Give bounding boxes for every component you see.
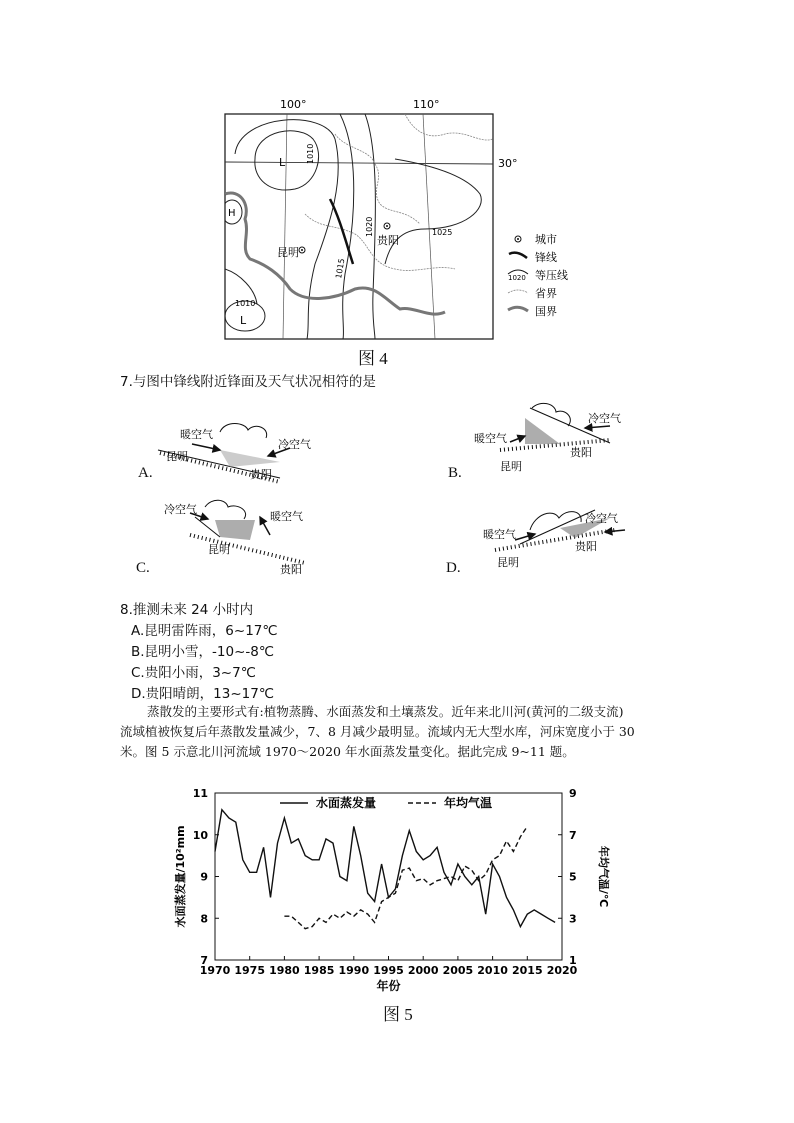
evaporation-chart <box>170 775 610 1005</box>
x-tick-label: 1995 <box>373 964 404 977</box>
pressure-low2-label: L <box>240 314 247 327</box>
figure4 <box>195 94 595 344</box>
legend-isobar-value: 1020 <box>508 274 526 282</box>
kunming-label: 昆明 <box>166 450 188 463</box>
q7-letter-a[interactable]: A. <box>138 465 153 481</box>
y-left-tick-label: 7 <box>200 954 208 967</box>
city-guiyang-label: 贵阳 <box>377 234 399 247</box>
isobar-label: 1025 <box>432 228 453 237</box>
legend-label: 水面蒸发量 <box>316 796 377 810</box>
y-right-axis-title: 年均气温/℃ <box>597 845 610 908</box>
front-diagram-c <box>160 495 330 575</box>
x-tick-label: 2015 <box>511 964 543 977</box>
q7-panel-a[interactable] <box>130 410 340 490</box>
q7-panel-c[interactable] <box>160 495 330 575</box>
cold-air-label: 冷空气 <box>278 438 311 451</box>
national-legend-icon <box>508 307 528 311</box>
warm-air-label: 暖空气 <box>474 432 507 445</box>
cold-air-label: 冷空气 <box>164 503 197 516</box>
q8-question: 8.推测未来 24 小时内 <box>120 602 254 618</box>
q7-question: 7.与图中锋线附近锋面及天气状况相符的是 <box>120 374 376 390</box>
x-tick-label: 1980 <box>269 964 300 977</box>
warm-air-label: 暖空气 <box>270 510 303 523</box>
guiyang-label: 贵阳 <box>250 468 272 481</box>
y-left-axis-title: 水面蒸发量/10²mm <box>174 825 187 928</box>
pressure-low-label: L <box>279 156 286 169</box>
kunming-label: 昆明 <box>500 460 522 473</box>
front-legend-icon <box>509 253 527 258</box>
x-tick-label: 1985 <box>303 964 335 977</box>
isobar-label: 1010 <box>306 143 315 164</box>
x-tick-label: 1975 <box>234 964 266 977</box>
map-legend <box>508 233 568 318</box>
x-tick-label: 2020 <box>546 964 578 977</box>
passage-line-3: 米。图 5 示意北川河流域 1970～2020 年水面蒸发量变化。据此完成 9~11 题。 <box>120 744 575 759</box>
cold-air-label: 冷空气 <box>585 512 618 525</box>
y-right-tick-label: 9 <box>569 787 577 800</box>
cold-air-label: 冷空气 <box>588 412 621 425</box>
warm-air-label: 暖空气 <box>483 528 516 541</box>
map-frame <box>225 114 493 339</box>
q8-option-d[interactable]: D.贵阳晴朗，13~17℃ <box>131 686 275 702</box>
isobar-label: 1020 <box>365 216 374 237</box>
x-axis-title: 年份 <box>376 979 401 993</box>
y-left-tick-label: 9 <box>200 870 208 884</box>
q7-panel-b[interactable] <box>470 398 650 478</box>
q7-panel-d[interactable] <box>475 500 655 575</box>
y-right-tick-label: 3 <box>569 912 577 926</box>
guiyang-label: 贵阳 <box>280 563 302 575</box>
front-diagram-a <box>130 410 340 490</box>
passage-line-2: 流域植被恢复后年蒸散发量减少，7、8 月减少最明显。流域内无大型水库，河床宽度小于 30 <box>120 724 635 739</box>
q8-option-b[interactable]: B.昆明小雪，-10~-8℃ <box>131 644 275 660</box>
x-tick-label: 1990 <box>338 964 370 977</box>
guiyang-label: 贵阳 <box>575 540 597 553</box>
lon-100-label: 100° <box>280 98 307 111</box>
kunming-label: 昆明 <box>208 543 230 556</box>
y-right-tick-label: 5 <box>569 870 577 884</box>
x-tick-label: 1970 <box>199 964 231 977</box>
legend-city: 城市 <box>535 233 557 246</box>
province-legend-icon <box>508 290 528 293</box>
q7-letter-c[interactable]: C. <box>136 560 150 576</box>
front-diagram-b <box>470 398 650 478</box>
low2-value: 1010 <box>235 299 256 308</box>
q8-option-c[interactable]: C.贵阳小雨，3~7℃ <box>131 665 256 681</box>
legend-isobar: 等压线 <box>535 269 568 282</box>
y-left-tick-label: 8 <box>200 912 208 926</box>
figure4-caption: 图 4 <box>358 349 388 368</box>
y-right-tick-label: 1 <box>569 954 577 967</box>
y-right-tick-label: 7 <box>569 828 577 842</box>
legend-national: 国界 <box>535 305 557 318</box>
x-tick-label: 2000 <box>407 964 439 977</box>
evaporation-series-line <box>215 810 555 927</box>
q7-letter-b[interactable]: B. <box>448 465 462 481</box>
passage-line-1: 蒸散发的主要形式有:植物蒸腾、水面蒸发和土壤蒸发。近年来北川河(黄河的二级支流) <box>147 704 624 719</box>
isobar-label: 1015 <box>334 257 347 280</box>
city-kunming-label: 昆明 <box>277 246 299 259</box>
legend-front: 锋线 <box>535 251 557 264</box>
legend-province: 省界 <box>535 287 557 300</box>
weather-map <box>195 94 595 344</box>
figure5 <box>170 775 610 1005</box>
q8-option-a[interactable]: A.昆明雷阵雨，6~17℃ <box>131 623 278 639</box>
lat-30-label: 30° <box>498 157 518 170</box>
y-left-tick-label: 11 <box>192 787 208 800</box>
lon-110-label: 110° <box>413 98 440 111</box>
figure5-caption: 图 5 <box>383 1005 413 1024</box>
x-tick-label: 2005 <box>442 964 474 977</box>
warm-air-label: 暖空气 <box>180 428 213 441</box>
pressure-high-label: H <box>228 208 236 219</box>
y-left-tick-label: 10 <box>192 828 208 842</box>
kunming-label: 昆明 <box>497 556 519 569</box>
legend-label: 年均气温 <box>444 796 493 810</box>
guiyang-label: 贵阳 <box>570 446 592 459</box>
x-tick-label: 2010 <box>477 964 508 977</box>
front-diagram-d <box>475 500 655 575</box>
q7-letter-d[interactable]: D. <box>446 560 461 576</box>
